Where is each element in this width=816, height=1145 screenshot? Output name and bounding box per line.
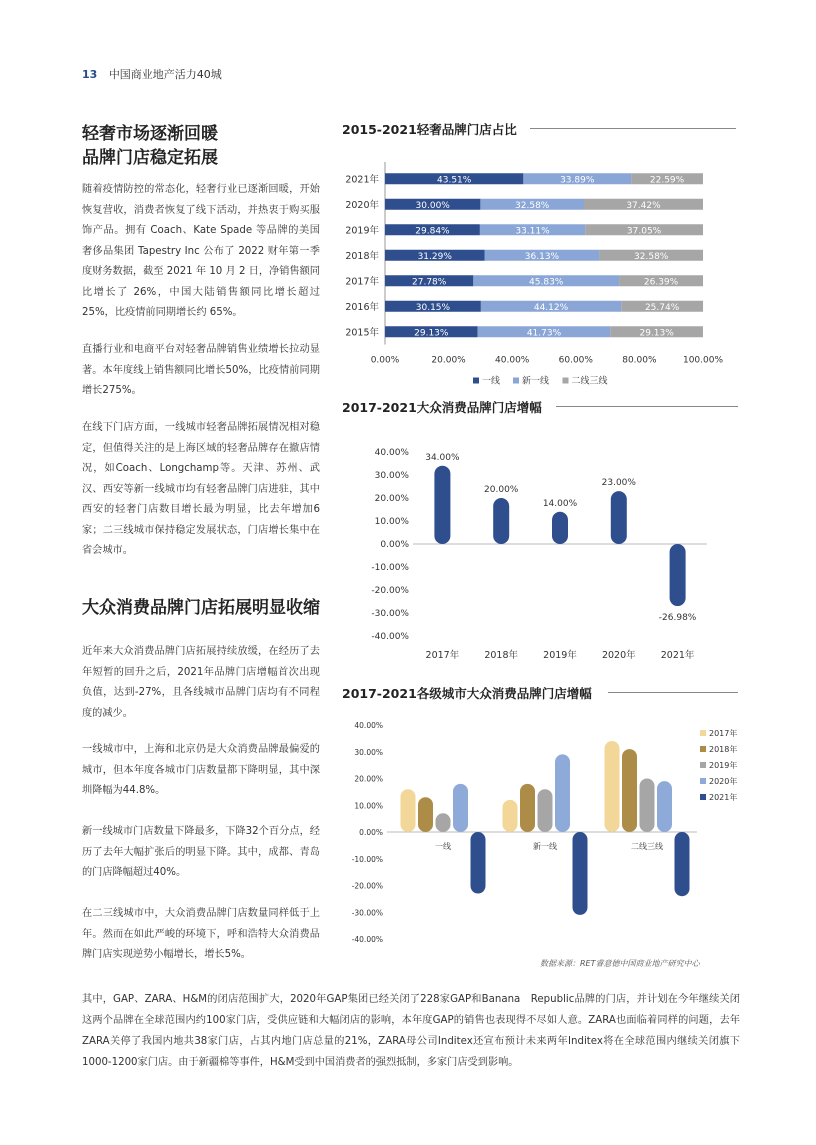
chart3-grouped-bar [335, 716, 739, 952]
x-tick-label: 100.00% [682, 355, 724, 366]
chart3-title: 2017-2021各级城市大众消费品牌门店增幅 [342, 686, 592, 701]
x-tick-label: 60.00% [558, 355, 593, 366]
section1-paragraph: 随着疫情防控的常态化，轻奢行业已逐渐回暖，开始恢复营收，消费者恢复了线下活动，并热衷于购买服饰产品。拥有 Coach、Kate Spade 等品牌的美国奢侈品集团 Tapestry Inc 公布了 2022 财年第一季度财务数据，截至 2021 年 10 月 2 日，净销售额同比增长了 26%，中国大陆销售额同比增长超过 25%，比疫情前同期增长约 65%。 [82, 184, 320, 318]
bar [670, 544, 686, 606]
data-label: 34.00% [425, 452, 460, 463]
x-tick-label: 2017年 [425, 650, 460, 661]
data-label: 30.00% [415, 200, 450, 211]
section1-title-line2: 品牌门店稳定拓展 [82, 148, 218, 168]
data-label: 26.39% [643, 277, 679, 288]
data-label: 32.58% [634, 251, 669, 262]
y-tick-label: 2017年 [345, 276, 379, 288]
page-header [82, 66, 222, 82]
y-tick-label: -20.00% [351, 881, 383, 891]
y-tick-label: 10.00% [374, 517, 409, 527]
legend-swatch [700, 746, 706, 752]
data-label: 14.00% [542, 498, 578, 509]
bar-2019年 [640, 779, 655, 833]
x-tick-label: 2021年 [660, 650, 695, 661]
data-label: 20.00% [484, 485, 519, 495]
section1-paragraph: 直播行业和电商平台对轻奢品牌销售业绩增长拉动显著。本年度线上销售额同比增长50%，比疫情前同期增长275%。 [82, 344, 320, 396]
data-label: 45.83% [529, 277, 564, 288]
x-tick-label: 20.00% [431, 355, 466, 366]
legend-swatch [563, 378, 569, 384]
data-label: 33.89% [560, 175, 595, 186]
legend-label: 2018年 [709, 745, 738, 754]
bar-2017年 [503, 800, 518, 832]
y-tick-label: 30.00% [354, 747, 383, 757]
data-label: 27.78% [412, 277, 447, 288]
y-tick-label: -30.00% [371, 609, 409, 619]
x-tick-label: 二线三线 [631, 842, 663, 851]
x-tick-label: 一线 [435, 842, 451, 851]
data-label: -26.98% [658, 613, 697, 624]
section2-title: 大众消费品牌门店拓展明显收缩 [82, 598, 320, 618]
section2-paragraph: 在二三线城市中，大众消费品牌门店数量同样低于上年。然而在如此严峻的环境下，呼和浩特大众消费品牌门店实现逆势小幅增长，增长5%。 [82, 908, 320, 960]
data-source: 数据来源：RET睿意德中国商业地产研究中心 [540, 959, 700, 968]
bar [434, 466, 450, 544]
publication-title: 中国商业地产活力40城 [108, 68, 222, 81]
legend-label: 2019年 [709, 761, 738, 770]
y-tick-label: 0.00% [380, 540, 409, 550]
y-tick-label: -40.00% [351, 935, 383, 944]
bar [493, 498, 509, 544]
y-tick-label: 40.00% [354, 721, 383, 730]
y-tick-label: 40.00% [374, 448, 409, 458]
data-label: 36.13% [524, 251, 560, 262]
chart1-title-rule [530, 128, 736, 129]
x-tick-label: 0.00% [370, 355, 400, 366]
y-tick-label: 20.00% [374, 494, 409, 504]
chart2-bar [335, 440, 735, 670]
section1-paragraph: 在线下门店方面，一线城市轻奢品牌拓展情况相对稳定，但值得关注的是上海区域的轻奢品牌存在撤店情况，如Coach、Longchamp等。天津、苏州、武汉、西安等新一线城市均有轻奢品牌门店进驻，其中西安的轻奢门店数目增长最为明显，比去年增加6家；二三线城市保持稳定发展状态，门店增长集中在省会城市。 [82, 422, 320, 556]
legend-swatch [700, 794, 706, 800]
bar-2021年 [471, 832, 486, 894]
y-tick-label: 30.00% [374, 471, 409, 481]
y-tick-label: 2019年 [345, 225, 379, 237]
x-tick-label: 2018年 [484, 650, 519, 661]
x-tick-label: 2020年 [601, 650, 636, 661]
y-tick-label: -30.00% [351, 908, 383, 918]
y-tick-label: 2016年 [345, 301, 379, 313]
bar-2017年 [401, 789, 416, 832]
x-tick-label: 新一线 [533, 842, 557, 851]
chart1-stacked-bar [335, 158, 735, 388]
section1-para1 [82, 180, 320, 324]
section2-paragraph: 一线城市中，上海和北京仍是大众消费品牌最偏爱的城市，但本年度各城市门店数量都下降明显，其中深圳降幅为44.8%。 [82, 744, 320, 796]
data-label: 29.13% [639, 328, 674, 339]
bar [611, 491, 627, 544]
bar-2020年 [657, 781, 672, 832]
page-number: 13 [82, 68, 98, 81]
chart2-title-rule [556, 406, 738, 407]
data-label: 29.13% [414, 328, 449, 339]
y-tick-label: -10.00% [371, 563, 409, 573]
bar-2018年 [418, 797, 433, 832]
y-tick-label: 10.00% [354, 801, 383, 811]
y-tick-label: 0.00% [359, 828, 383, 837]
data-label: 30.15% [415, 302, 451, 313]
bar-2020年 [453, 784, 468, 832]
chart1-title: 2015-2021轻奢品牌门店占比 [342, 122, 517, 137]
bar-2019年 [538, 789, 553, 832]
data-label: 37.42% [626, 200, 661, 211]
data-label: 25.74% [644, 302, 680, 313]
bottom-text: 其中，GAP、ZARA、H&M的闭店范围扩大，2020年GAP集团已经关闭了228家GAP和Banana Republic品牌的门店，并计划在今年继续关闭这两个品牌在全球范围内约100家门店，受供应链和大幅闭店的影响，本年度GAP的销售也表现得不尽如人意。ZARA也面临着同样的问题，去年ZARA关停了我国内地共38家门店，占其内地门店总量的21%，ZARA母公司Inditex还宣布预计未来两年Inditex将在全球范围内继续关闭旗下1000-1200家门店。由于新疆棉等事件，H&M受到中国消费者的强烈抵制，多家门店受到影响。 [82, 994, 740, 1068]
data-label: 23.00% [601, 478, 636, 489]
legend-label: 2021年 [709, 793, 738, 802]
bar-2018年 [520, 784, 535, 832]
legend-swatch [700, 778, 706, 784]
y-tick-label: 20.00% [354, 774, 383, 784]
data-label: 31.29% [417, 251, 452, 262]
data-label: 37.05% [626, 226, 662, 237]
section2-paragraph: 近年来大众消费品牌门店拓展持续放缓，在经历了去年短暂的回升之后，2021年品牌门店增幅首次出现负值，达到-27%，且各线城市品牌门店均有不同程度的减少。 [82, 646, 320, 719]
legend-swatch [513, 378, 519, 384]
data-label: 41.73% [526, 328, 562, 339]
bar-2021年 [573, 832, 588, 915]
data-label: 33.11% [515, 226, 550, 237]
y-tick-label: -10.00% [351, 854, 383, 864]
x-tick-label: 40.00% [495, 355, 530, 366]
section2-para3 [82, 822, 320, 884]
data-label: 43.51% [437, 175, 472, 186]
legend-swatch [473, 378, 479, 384]
section1-title-line1: 轻奢市场逐渐回暖 [82, 124, 218, 144]
section2-para1 [82, 642, 320, 724]
section1-para2 [82, 340, 320, 402]
section1-title [82, 122, 218, 170]
chart3-title-rule [608, 692, 738, 693]
x-tick-label: 2019年 [543, 650, 577, 661]
x-tick-label: 80.00% [622, 355, 657, 366]
section2-para2 [82, 740, 320, 802]
legend-swatch [700, 730, 706, 736]
chart2-title: 2017-2021大众消费品牌门店增幅 [342, 400, 542, 415]
y-tick-label: 2018年 [345, 250, 379, 262]
data-label: 32.58% [515, 200, 550, 211]
bar-2021年 [675, 832, 690, 896]
data-label: 29.84% [415, 226, 450, 237]
section1-para3 [82, 418, 320, 562]
bottom-paragraph [82, 989, 740, 1073]
section2-para4 [82, 904, 320, 966]
legend-label: 2017年 [709, 729, 738, 738]
section2-paragraph: 新一线城市门店数量下降最多，下降32个百分点，经历了去年大幅扩张后的明显下降。其中，成都、青岛的门店降幅超过40%。 [82, 826, 320, 878]
legend-label: 新一线 [522, 376, 550, 387]
y-tick-label: 2021年 [345, 174, 379, 186]
data-label: 22.59% [649, 175, 685, 186]
bar [552, 512, 568, 544]
legend-swatch [700, 762, 706, 768]
bar-2019年 [436, 813, 451, 832]
bar-2020年 [555, 754, 570, 832]
y-tick-label: 2020年 [345, 199, 379, 211]
y-tick-label: -20.00% [371, 586, 409, 596]
bar-2018年 [622, 749, 637, 832]
legend-label: 2020年 [709, 777, 738, 786]
legend-label: 一线 [482, 376, 501, 387]
bar-2017年 [605, 741, 620, 832]
data-label: 44.12% [533, 302, 569, 313]
legend-label: 二线三线 [571, 376, 608, 387]
y-tick-label: 2015年 [345, 327, 379, 339]
y-tick-label: -40.00% [371, 632, 409, 642]
